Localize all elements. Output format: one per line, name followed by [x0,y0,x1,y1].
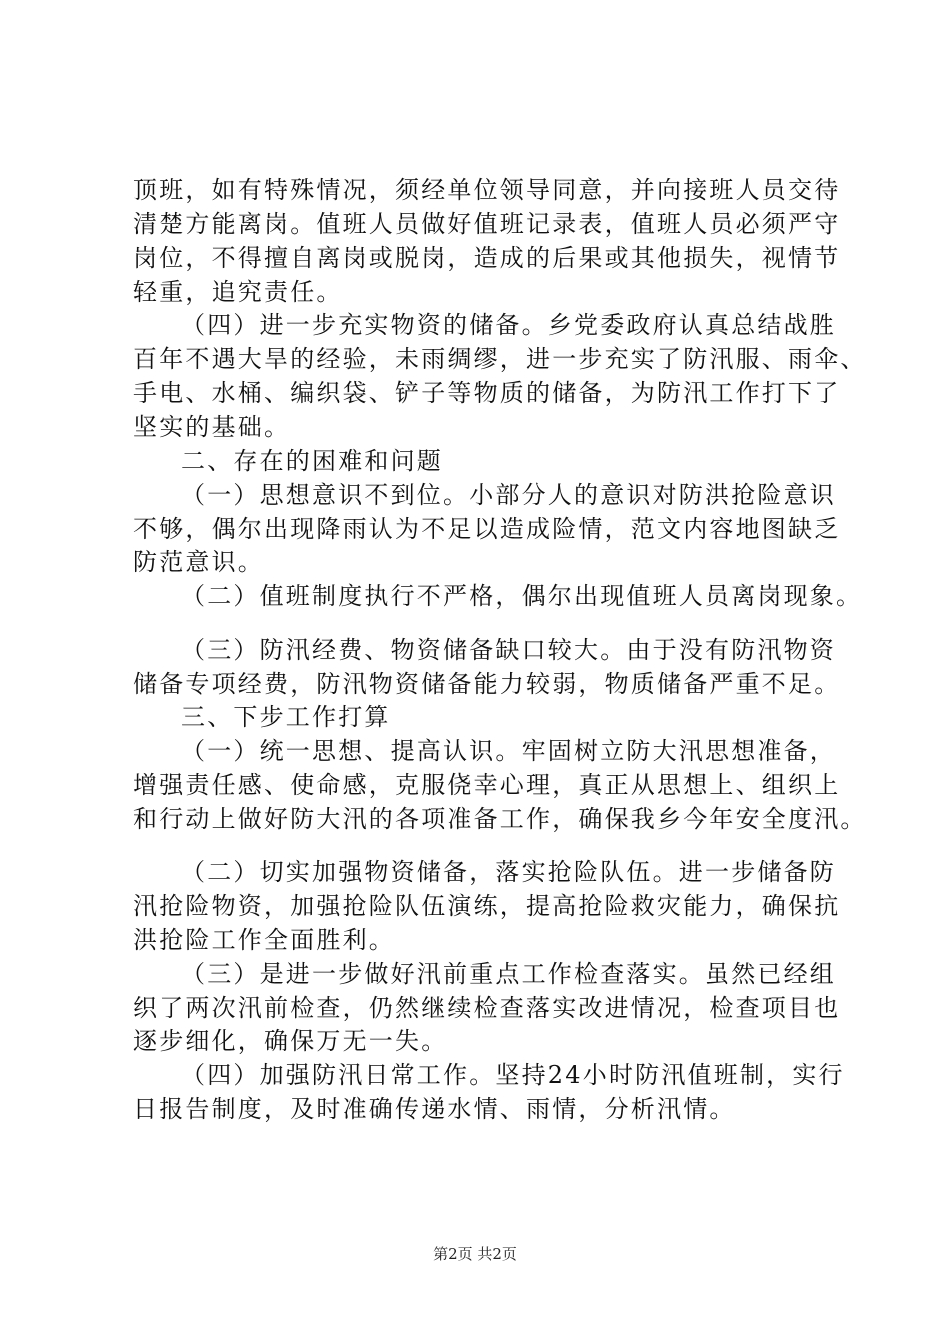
paragraph-line: 手电、水桶、编织袋、铲子等物质的储备，为防汛工作打下了 [133,379,841,407]
paragraph-line: 逐步细化，确保万无一失。 [133,1027,448,1055]
paragraph-line: 顶班，如有特殊情况，须经单位领导同意，并向接班人员交待 [133,176,841,204]
paragraph-line: 坚实的基础。 [133,413,291,441]
paragraph-line: （二）切实加强物资储备，落实抢险队伍。进一步储备防 [181,858,836,886]
section-heading: 三、下步工作打算 [181,703,391,731]
paragraph-line: 不够，偶尔出现降雨认为不足以造成险情，范文内容地图缺乏 [133,515,841,543]
paragraph-line: （三）是进一步做好汛前重点工作检查落实。虽然已经组 [181,960,836,988]
section-heading: 二、存在的困难和问题 [181,447,443,475]
paragraph-line: 防范意识。 [133,548,264,576]
paragraph-line: 洪抢险工作全面胜利。 [133,926,395,954]
paragraph-line: 日报告制度，及时准确传递水情、雨情，分析汛情。 [133,1095,736,1123]
paragraph-line: 岗位，不得擅自离岗或脱岗，造成的后果或其他损失，视情节 [133,244,841,272]
paragraph-line: （三）防汛经费、物资储备缺口较大。由于没有防汛物资 [181,636,836,664]
page-number-footer: 第2页 共2页 [433,1245,517,1263]
paragraph-line: 储备专项经费，防汛物资储备能力较弱，物质储备严重不足。 [133,670,841,698]
paragraph-line: 轻重，追究责任。 [133,278,343,306]
paragraph-line: 和行动上做好防大汛的各项准备工作，确保我乡今年安全度汛。 [133,805,867,833]
paragraph-line: 百年不遇大旱的经验，未雨绸缪，进一步充实了防汛服、雨伞、 [133,345,867,373]
paragraph-line: （二）值班制度执行不严格，偶尔出现值班人员离岗现象。 [181,582,863,610]
paragraph-line: （一）统一思想、提高认识。牢固树立防大汛思想准备， [181,737,836,765]
paragraph-line: （一）思想意识不到位。小部分人的意识对防洪抢险意识 [181,481,836,509]
paragraph-line: （四）加强防汛日常工作。坚持24小时防汛值班制，实行 [181,1061,845,1089]
paragraph-line: 织了两次汛前检查，仍然继续检查落实改进情况，检查项目也 [133,994,841,1022]
paragraph-line: 清楚方能离岗。值班人员做好值班记录表，值班人员必须严守 [133,210,841,238]
paragraph-line: （四）进一步充实物资的储备。乡党委政府认真总结战胜 [181,311,836,339]
paragraph-line: 增强责任感、使命感，克服侥幸心理，真正从思想上、组织上 [133,771,841,799]
paragraph-line: 汛抢险物资，加强抢险队伍演练，提高抢险救灾能力，确保抗 [133,892,841,920]
